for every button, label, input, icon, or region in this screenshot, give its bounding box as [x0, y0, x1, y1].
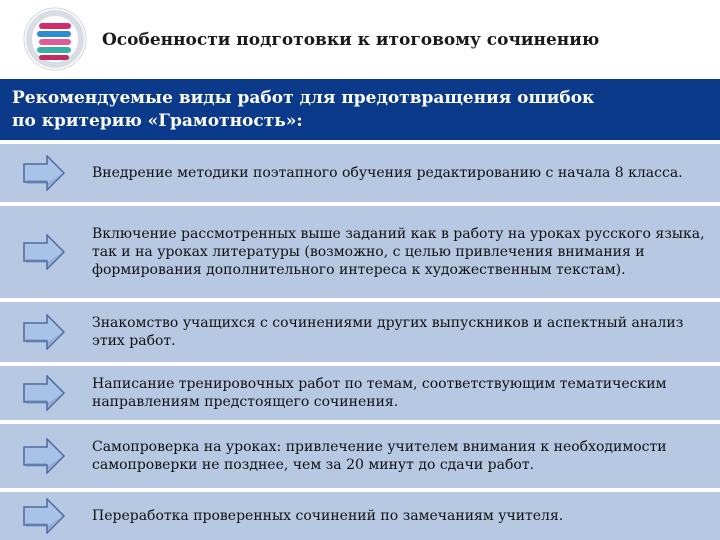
right-arrow-icon: [23, 155, 65, 191]
list-item-text: Включение рассмотренных выше заданий как в работу на уроках русского языка, так и на уроках литературы (возможно, с целью привлечения внимания и формирования дополнительного интереса к художественным текстам).: [92, 226, 705, 278]
list-item: [0, 144, 720, 202]
list-item-text: Написание тренировочных работ по темам, соответствующим тематическим направлениям предстоящего сочинения.: [92, 376, 667, 410]
right-arrow-icon: [23, 375, 65, 411]
list-item: [0, 366, 720, 420]
list-item: [0, 302, 720, 362]
section-banner: [0, 79, 720, 140]
banner-title-line-2: по критерию «Грамотность»:: [12, 111, 303, 131]
header-title: Особенности подготовки к итоговому сочинению: [102, 30, 600, 50]
header: [0, 0, 720, 78]
right-arrow-icon: [23, 498, 65, 534]
right-arrow-icon: [23, 314, 65, 350]
banner-title-line-1: Рекомендуемые виды работ для предотвращения ошибок: [12, 88, 595, 108]
list-item-text: Самопроверка на уроках: привлечение учителем внимания к необходимости самопроверки не позднее, чем за 20 минут до сдачи работ.: [92, 439, 667, 473]
list-item-text: Переработка проверенных сочинений по замечаниям учителя.: [92, 508, 564, 524]
list-item: [0, 424, 720, 488]
right-arrow-icon: [23, 234, 65, 270]
list-item-text: Внедрение методики поэтапного обучения редактированию с начала 8 класса.: [92, 165, 683, 181]
books-logo-icon: [22, 4, 88, 74]
list-item: [0, 206, 720, 298]
list-item-text: Знакомство учащихся с сочинениями других выпускников и аспектный анализ этих работ.: [92, 315, 684, 349]
right-arrow-icon: [23, 438, 65, 474]
list-item: [0, 492, 720, 540]
